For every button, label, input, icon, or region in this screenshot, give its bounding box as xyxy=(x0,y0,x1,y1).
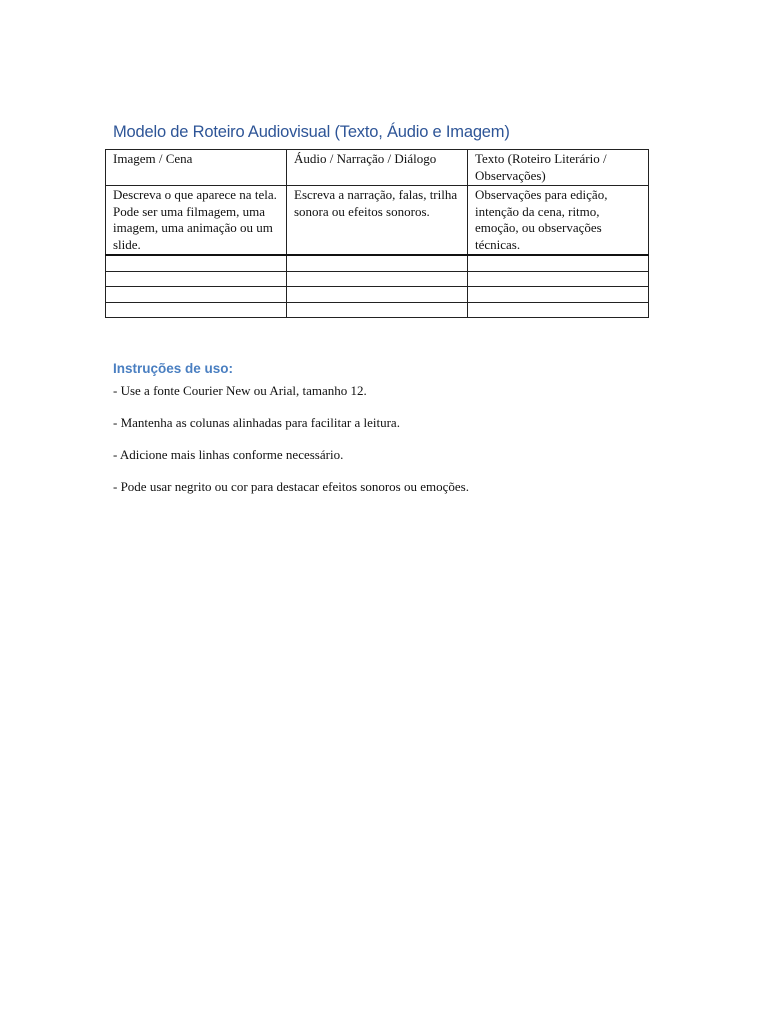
empty-cell[interactable] xyxy=(287,302,468,318)
table-header-row xyxy=(106,150,649,186)
script-table xyxy=(105,149,649,318)
empty-cell[interactable] xyxy=(287,287,468,303)
instruction-item: - Pode usar negrito ou cor para destacar efeitos sonoros ou emoções. xyxy=(113,479,469,494)
empty-cell[interactable] xyxy=(106,271,287,287)
header-imagem-cena: Imagem / Cena xyxy=(106,150,287,186)
cell-example-audio: Escreva a narração, falas, trilha sonora ou efeitos sonoros. xyxy=(287,186,468,256)
table-row-empty xyxy=(106,255,649,271)
document-title: Modelo de Roteiro Audiovisual (Texto, Áudio e Imagem) xyxy=(113,123,510,141)
cell-example-imagem: Descreva o que aparece na tela. Pode ser uma filmagem, uma imagem, uma animação ou um slide. xyxy=(106,186,287,256)
empty-cell[interactable] xyxy=(106,255,287,271)
instruction-item: - Mantenha as colunas alinhadas para facilitar a leitura. xyxy=(113,415,400,430)
empty-cell[interactable] xyxy=(468,302,649,318)
header-texto-observacoes: Texto (Roteiro Literário / Observações) xyxy=(468,150,649,186)
table-row-empty xyxy=(106,271,649,287)
empty-cell[interactable] xyxy=(106,287,287,303)
empty-cell[interactable] xyxy=(287,255,468,271)
empty-cell[interactable] xyxy=(106,302,287,318)
instructions-heading: Instruções de uso: xyxy=(113,361,234,376)
instructions-list xyxy=(113,382,469,510)
empty-cell[interactable] xyxy=(468,271,649,287)
header-audio-narracao: Áudio / Narração / Diálogo xyxy=(287,150,468,186)
empty-cell[interactable] xyxy=(468,287,649,303)
instruction-item: - Use a fonte Courier New ou Arial, tamanho 12. xyxy=(113,383,367,398)
cell-example-texto: Observações para edição, intenção da cena, ritmo, emoção, ou observações técnicas. xyxy=(468,186,649,256)
table-row-example xyxy=(106,186,649,256)
table-row-empty xyxy=(106,287,649,303)
empty-cell[interactable] xyxy=(468,255,649,271)
instruction-item: - Adicione mais linhas conforme necessário. xyxy=(113,447,344,462)
table-row-empty xyxy=(106,302,649,318)
empty-cell[interactable] xyxy=(287,271,468,287)
